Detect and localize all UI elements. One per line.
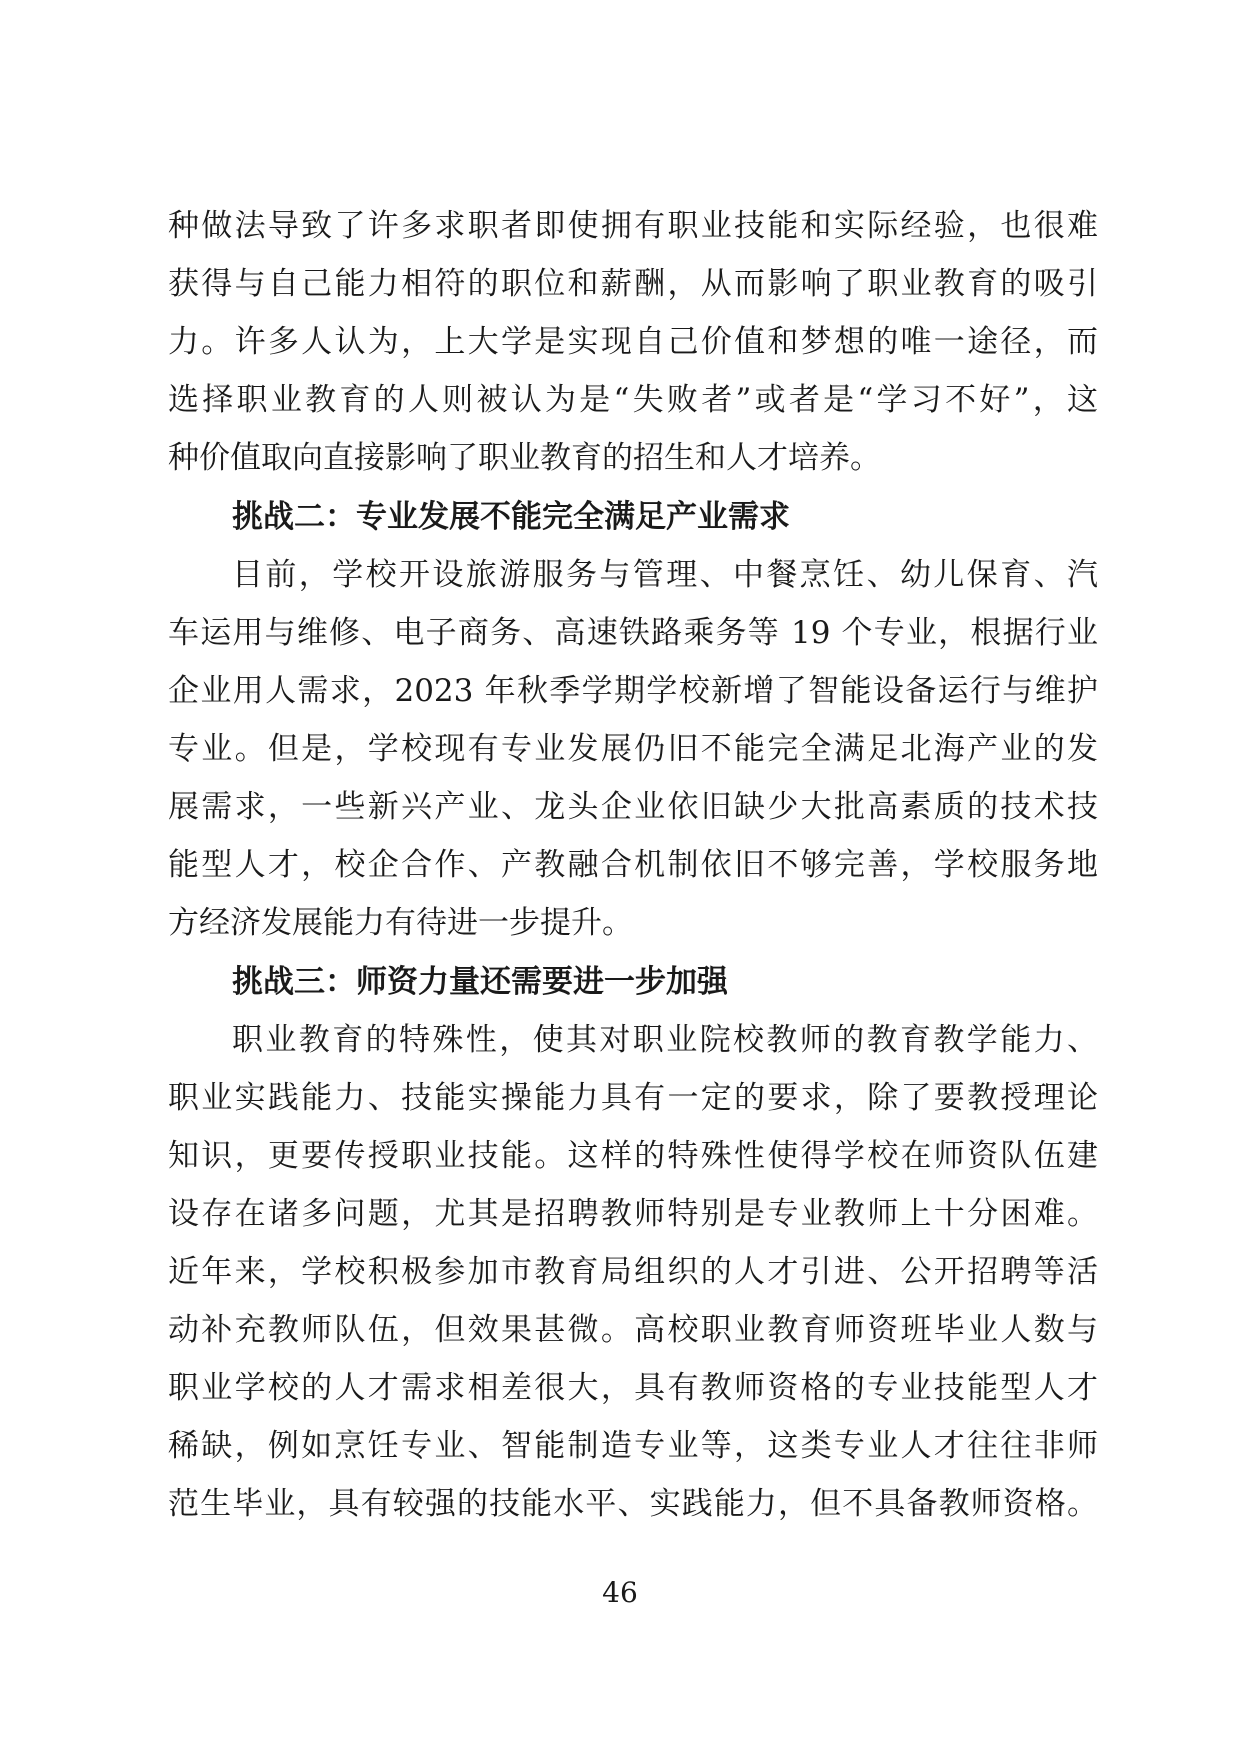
body-line: 稀缺，例如烹饪专业、智能制造专业等，这类专业人才往往非师 [168,1428,1098,1464]
body-line: 动补充教师队伍，但效果甚微。高校职业教育师资班毕业人数与 [168,1312,1098,1348]
body-line: 知识，更要传授职业技能。这样的特殊性使得学校在师资队伍建 [168,1138,1098,1174]
section-heading: 挑战二：专业发展不能完全满足产业需求 [232,499,790,535]
body-line: 职业学校的人才需求相差很大，具有教师资格的专业技能型人才 [168,1370,1098,1406]
body-line: 力。许多人认为，上大学是实现自己价值和梦想的唯一途径，而 [168,324,1098,360]
body-line: 选择职业教育的人则被认为是“失败者”或者是“学习不好”，这 [168,382,1098,418]
page-number: 46 [602,1576,638,1609]
body-line: 职业教育的特殊性，使其对职业院校教师的教育教学能力、 [232,1022,1098,1058]
body-line: 种价值取向直接影响了职业教育的招生和人才培养。 [168,440,881,476]
body-line: 范生毕业，具有较强的技能水平、实践能力，但不具备教师资格。 [168,1486,1098,1522]
body-line: 设存在诸多问题，尤其是招聘教师特别是专业教师上十分困难。 [168,1196,1098,1232]
body-line: 展需求，一些新兴产业、龙头企业依旧缺少大批高素质的技术技 [168,789,1098,825]
body-line: 职业实践能力、技能实操能力具有一定的要求，除了要教授理论 [168,1080,1098,1116]
body-line: 专业。但是，学校现有专业发展仍旧不能完全满足北海产业的发 [168,731,1098,767]
body-line: 企业用人需求，2023 年秋季学期学校新增了智能设备运行与维护 [168,673,1098,709]
body-line: 目前，学校开设旅游服务与管理、中餐烹饪、幼儿保育、汽 [232,557,1098,593]
body-line: 方经济发展能力有待进一步提升。 [168,905,633,941]
body-line: 能型人才，校企合作、产教融合机制依旧不够完善，学校服务地 [168,847,1098,883]
body-line: 车运用与维修、电子商务、高速铁路乘务等 19 个专业，根据行业 [168,615,1098,651]
section-heading: 挑战三：师资力量还需要进一步加强 [232,964,728,1000]
body-line: 种做法导致了许多求职者即使拥有职业技能和实际经验，也很难 [168,208,1098,244]
body-line: 获得与自己能力相符的职位和薪酬，从而影响了职业教育的吸引 [168,266,1098,302]
body-line: 近年来，学校积极参加市教育局组织的人才引进、公开招聘等活 [168,1254,1098,1290]
